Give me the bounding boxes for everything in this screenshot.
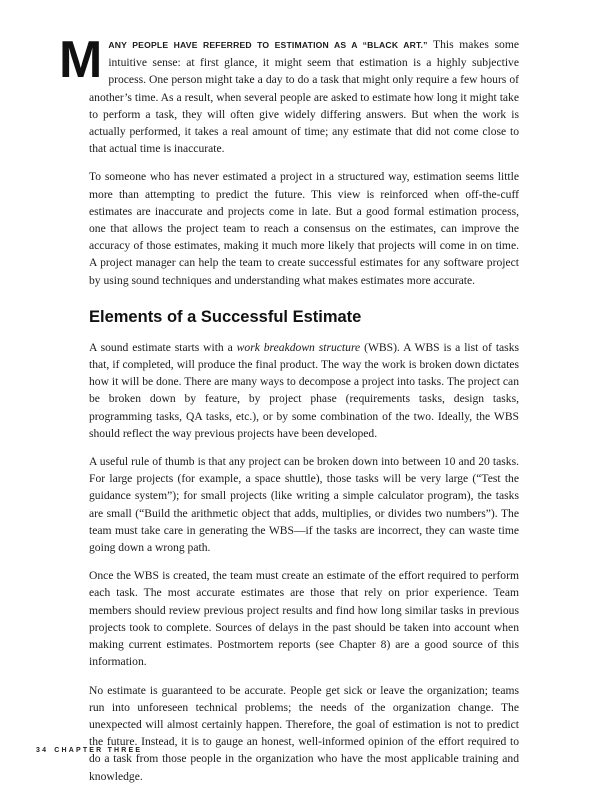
chapter-label: CHAPTER THREE	[54, 747, 143, 754]
drop-cap: M	[59, 31, 103, 89]
page-number: 34	[36, 747, 49, 754]
page-footer	[36, 747, 142, 754]
intro-paragraph-1-text: This makes some intuitive sense: at first glance, it might seem that estimation is a highly subjective process. One person might take a day to do a task that might only require a few hours of another’s time. As a result, when several people are asked to estimate how long it might take to perform a task, they will often give widely differing answers. But when the work is actually performed, it takes a real amount of time; any estimate that did not come close to that actual time is inaccurate.	[89, 38, 519, 156]
body-text	[59, 31, 520, 796]
wbs-term: work breakdown structure	[236, 340, 361, 354]
section-paragraph-1-end: (WBS). A WBS is a list of tasks that, if completed, will produce the final product. The way the work is broken down dictates how it will be done. There are many ways to decompose a project into tasks. The project can be broken down by feature, by project phase (requirements tasks, design tasks, programming tasks, QA tasks, etc.), or by some combination of the two. Ideally, the WBS should reflect the way previous projects have been developed.	[89, 340, 520, 440]
intro-paragraph-2: To someone who has never estimated a project in a structured way, estimation seems little more than attempting to predict the future. This view is reinforced when off-the-cuff estimates are inaccurate and projects come in late. But a good formal estimation process, one that allows the project team to reach a consensus on the estimates, can improve the accuracy of those estimates, making it much more likely that projects will come in on time. A project manager can help the team to create successful estimates for any software project by using sound techniques and understanding what makes estimates more accurate.	[89, 170, 519, 287]
section-paragraph-1	[89, 339, 519, 442]
section-heading: Elements of a Successful Estimate	[89, 307, 362, 326]
section-paragraph-2: A useful rule of thumb is that any project can be broken down into between 10 and 20 tasks. For large projects (for example, a space shuttle), those tasks will be very large (“Test the guidance system”); for small projects (like writing a simple calculator program), the tasks are small (“Build the arithmetic object that adds, multiplies, or divides two numbers”). The team must take care in generating the WBS—if the tasks are incorrect, they can waste time going down a wrong path.	[89, 455, 519, 555]
intro-paragraph-1	[59, 31, 519, 157]
section-paragraph-4: No estimate is guaranteed to be accurate. People get sick or leave the organization; teams run into unforeseen technical problems; the needs of the organization change. The unexpected will almost certainly happen. Therefore, the goal of estimation is not to predict the future. Instead, it is to gauge an honest, well-informed opinion of the effort required to do a task from those people in the organization who have the most applicable training and knowledge.	[89, 683, 519, 783]
section-paragraph-1-start: A sound estimate starts with a	[89, 340, 237, 354]
section-paragraph-3: Once the WBS is created, the team must create an estimate of the effort required to perform each task. The most accurate estimates are those that rely on prior experience. Team members should review previous project results and find how long similar tasks in previous projects took to complete. Sources of delays in the past should be taken into account when making current estimates. Postmortem reports (see Chapter 8) are a good source of this information.	[89, 569, 519, 669]
lead-in: ANY PEOPLE HAVE REFERRED TO ESTIMATION AS A “BLACK ART.”	[108, 40, 428, 50]
